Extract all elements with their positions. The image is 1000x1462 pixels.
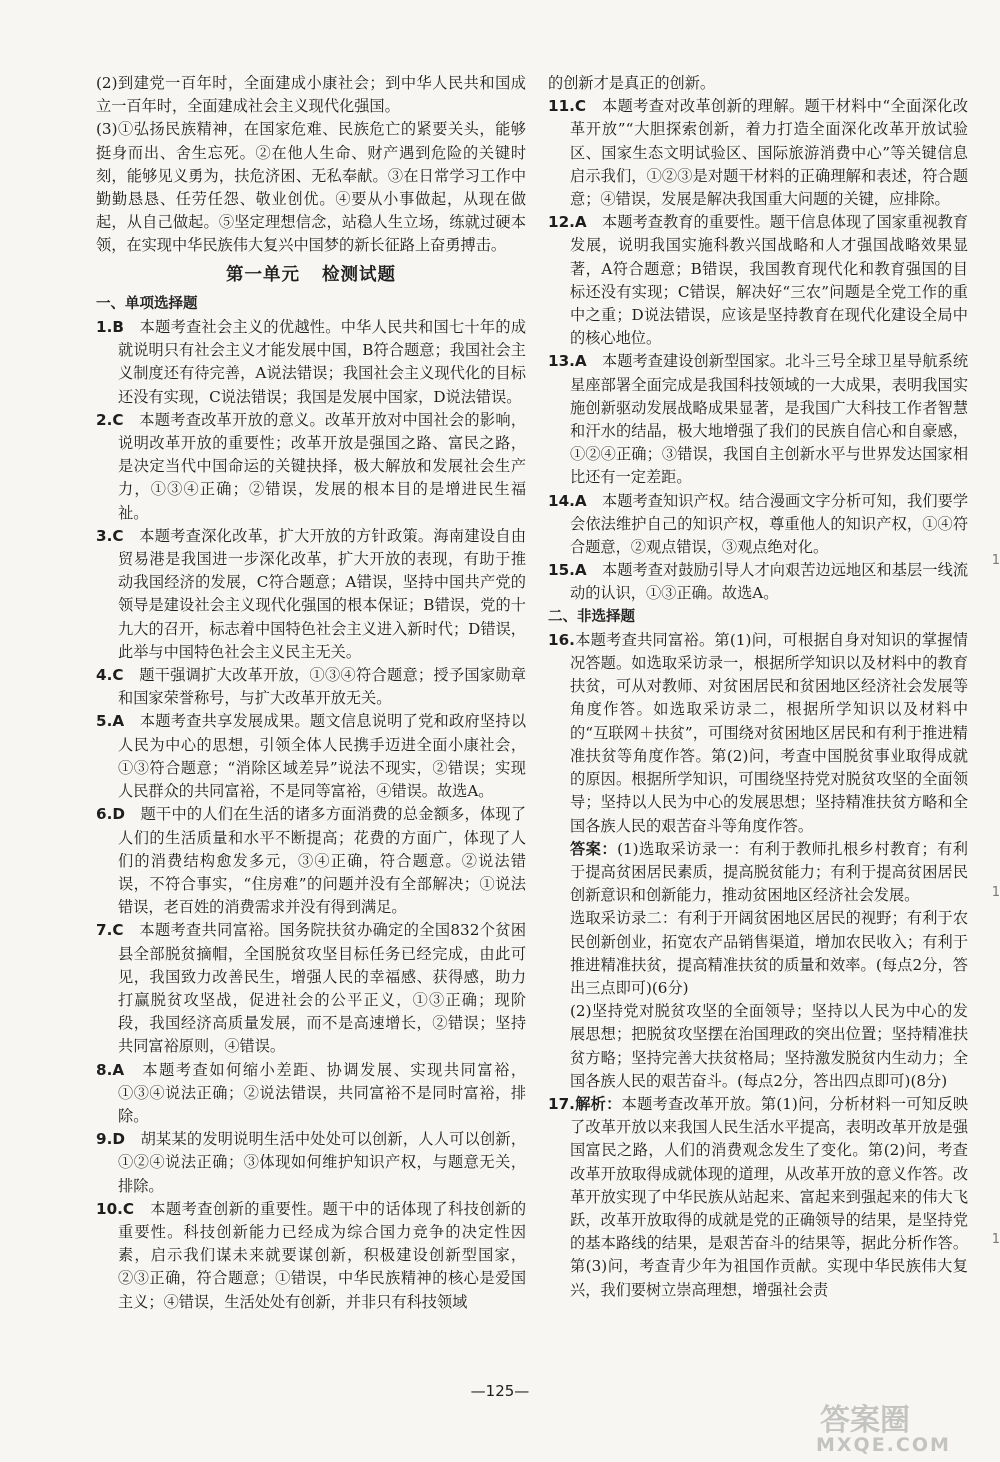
q16-answer-1 xyxy=(548,838,968,908)
answer-number: 14.A xyxy=(548,491,587,510)
answer-item xyxy=(96,919,526,1058)
answer-text: 本题考查创新的重要性。题干中的话体现了科技创新的重要性。科技创新能力已经成为综合国力竞争的决定性因素，启示我们谋未来就要谋创新，积极建设创新型国家，②③正确，符合题意；①错误，中华民族精神的核心是爱国主义；④错误，生活处处有创新，并非只有科技领域 xyxy=(118,1199,527,1311)
answer-text: 本题考查改革开放的意义。改革开放对中国社会的影响，说明改革开放的重要性；改革开放是强国之路、富民之路，是决定当代中国命运的关键抉择，极大解放和发展社会生产力，①③④正确；②错误，发展的根本目的是增进民生福祉。 xyxy=(118,410,527,522)
analysis-label: 解析： xyxy=(574,1094,622,1113)
answer-item xyxy=(96,1059,526,1129)
answer-item xyxy=(96,1128,526,1198)
answer-number: 7.C xyxy=(96,921,124,940)
answer-text: 本题考查共同富裕。第(1)问，可根据自身对知识的掌握情况答题。如选取采访录一，根据所学知识以及材料中的教育扶贫，可从对教师、对贫困居民和贫困地区经济社会发展等角度作答。如选取采访录二，根据所学知识以及材料中的“互联网＋扶贫”，可围绕对贫困地区居民和有利于推进精准扶贫等角度作答。第(2)问，考查中国脱贫事业取得成就的原因。根据所学知识，可围绕坚持党对脱贫攻坚的全面领导；坚持以人民为中心的发展思想；坚持精准扶贫方略和全国各族人民的艰苦奋斗等角度作答。 xyxy=(570,630,968,835)
answer-number: 1.B xyxy=(96,318,124,337)
answer-item xyxy=(96,525,526,664)
q16-analysis xyxy=(548,629,968,838)
answer-number: 8.A xyxy=(96,1060,125,1079)
answer-number: 11.C xyxy=(548,97,587,116)
unit-title xyxy=(96,264,526,287)
watermark-line1: 答案圈 xyxy=(820,1403,910,1438)
unit-title-name: 第一单元 xyxy=(226,264,300,285)
answer-number: 4.C xyxy=(96,666,124,685)
answer-item xyxy=(96,316,526,409)
answer-item xyxy=(96,710,526,803)
answer-text: 本题考查社会主义的优越性。中华人民共和国七十年的成就说明只有社会主义才能发展中国，B符合题意；我国社会主义制度还有待完善，A说法错误；我国社会主义现代化的目标还没有实现，C说法错误；我国是发展中国家，D说法错误。 xyxy=(118,318,527,406)
page-number: —125— xyxy=(470,1382,530,1400)
answer-item xyxy=(96,803,526,919)
answer-number: 12.A xyxy=(548,213,587,232)
answer-number: 10.C xyxy=(96,1199,135,1218)
answer-continuation: 的创新才是真正的创新。 xyxy=(548,74,716,92)
answer-text: 本题考查如何缩小差距、协调发展、实现共同富裕，①③④说法正确；②说法错误，共同富裕不是同时富裕，排除。 xyxy=(118,1060,527,1125)
answer-text: 本题考查改革开放。第(1)问，分析材料一可知反映了改革开放以来我国人民生活水平提高，表明改革开放是强国富民之路，人们的消费观念发生了变化。第(2)问，考查改革开放取得成就体现的道理，从改革开放的意义作答。改革开放实现了中华民族从站起来、富起来到强起来的伟大飞跃，改革开放取得的成就是党的正确领导的结果，是坚持党的基本路线的结果，是艰苦奋斗的结果等，据此分析作答。第(3)问，考查青少年为祖国作贡献。实现中华民族伟大复兴，我们要树立崇高理想，增强社会责 xyxy=(570,1094,969,1299)
answer-text: 本题考查深化改革，扩大开放的方针政策。海南建设自由贸易港是我国进一步深化改革，扩大开放的表现，有助于推动我国经济的发展，C符合题意；A错误，坚持中国共产党的领导是建设社会主义现代化强国的根本保证；B错误，党的十九大的召开，标志着中国特色社会主义进入新时代；D错误，此举与中国特色社会主义民主无关。 xyxy=(118,526,527,661)
answer-text: 本题考查对改革创新的理解。题干材料中“全面深化改革开放”“大胆探索创新，着力打造全面深化改革开放试验区、国家生态文明试验区、国际旅游消费中心”等关键信息启示我们，①②③是对题干材料的正确理解和表述，符合题意；④错误，发展是解决我国重大问题的关键，应排除。 xyxy=(570,97,969,209)
answer-item xyxy=(548,490,968,560)
answer-text: 题干强调扩大改革开放，①③④符合题意；授予国家勋章和国家荣誉称号，与扩大改革开放无关。 xyxy=(118,666,527,708)
edge-mark: 1 xyxy=(991,553,1000,568)
answer-number: 17. xyxy=(548,1094,575,1113)
watermark-line2: MXQE.COM xyxy=(816,1434,951,1454)
answer-number: 3.C xyxy=(96,526,124,545)
answer-item xyxy=(548,350,968,489)
watermark-graphic xyxy=(776,1398,986,1454)
edge-mark: 1 xyxy=(991,885,1000,900)
answer-number: 2.C xyxy=(96,410,124,429)
answer-text: 胡某某的发明说明生活中处处可以创新，人人可以创新，①②④说法正确；③体现如何维护知识产权，与题意无关，排除。 xyxy=(118,1130,527,1195)
answer-item xyxy=(96,1198,526,1314)
answer-label: 答案： xyxy=(570,839,618,858)
q16-answer-3: (2)坚持党对脱贫攻坚的全面领导；坚持以人民为中心的发展思想；把脱贫攻坚摆在治国理政的突出位置；坚持精准扶贫方略；坚持完善大扶贫格局；坚持激发脱贫内生动力；全国各族人民的艰苦奋斗。(每点2分，答出四点即可)(8分) xyxy=(570,1002,968,1090)
q17-analysis xyxy=(548,1093,968,1302)
answer-text: 本题考查共享发展成果。题文信息说明了党和政府坚持以人民为中心的思想，引领全体人民携手迈进全面小康社会，①③符合题意；“消除区域差异”说法不现实，②错误；实现人民群众的共同富裕，不是同等富裕，④错误。故选A。 xyxy=(118,712,527,801)
answer-text: 本题考查知识产权。结合漫画文字分析可知，我们要学会依法维护自己的知识产权，尊重他人的知识产权，①④符合题意，②观点错误，③观点绝对化。 xyxy=(570,491,969,557)
answer-number: 6.D xyxy=(96,805,125,824)
intro-paragraph-3: (3)①弘扬民族精神，在国家危难、民族危亡的紧要关头，能够挺身而出、舍生忘死。②在他人生命、财产遇到危险的关键时刻，能够见义勇为，扶危济困、无私奉献。③在日常学习工作中勤勤恳恳、任劳任怨、敬业创优。④要从小事做起，从现在做起，从自己做起。⑤坚定理想信念，站稳人生立场，练就过硬本领，在实现中华民族伟大复兴中国梦的新长征路上奋勇搏击。 xyxy=(96,120,526,255)
answer-item xyxy=(96,409,526,525)
unit-title-subtitle: 检测试题 xyxy=(322,264,396,285)
answer-text: 本题考查建设创新型国家。北斗三号全球卫星导航系统星座部署全面完成是我国科技领域的一大成果，表明我国实施创新驱动发展战略成果显著，是我国广大科技工作者智慧和汗水的结晶，极大地增强了我们的民族自信心和自豪感，①②④正确；③错误，我国自主创新水平与世界发达国家相比还有一定差距。 xyxy=(570,352,969,487)
answer-number: 5.A xyxy=(96,712,125,731)
answer-number: 16. xyxy=(548,630,575,649)
answer-text: 本题考查教育的重要性。题干信息体现了国家重视教育发展，说明我国实施科教兴国战略和人才强国战略效果显著，A符合题意；B错误，我国教育现代化和教育强国的目标还没有实现；C错误，解决好“三农”问题是全党工作的重中之重；D说法错误，应该是坚持教育在现代化建设全局中的核心地位。 xyxy=(570,213,969,348)
q16-answer-2: 选取采访录二：有利于开阔贫困地区居民的视野；有利于农民创新创业，拓宽农产品销售渠道，增加农民收入；有利于推进精准扶贫，提高精准扶贫的质量和效率。(每点2分，答出三点即可)(6分) xyxy=(570,909,968,997)
intro-paragraph-2: (2)到建党一百年时，全面建成小康社会；到中华人民共和国成立一百年时，全面建成社会主义现代化强国。 xyxy=(96,74,526,116)
section-heading-non-choice: 二、非选择题 xyxy=(548,608,635,625)
answer-item xyxy=(548,559,968,605)
watermark-logo xyxy=(776,1398,986,1454)
answer-text: 本题考查共同富裕。国务院扶贫办确定的全国832个贫困县全部脱贫摘帽，全国脱贫攻坚目标任务已经完成，由此可见，我国致力改善民生，增强人民的幸福感、获得感，助力打赢脱贫攻坚战，促进社会的公平正义，①③正确；现阶段，我国经济高质量发展，而不是高速增长，②错误；坚持共同富裕原则，④错误。 xyxy=(118,921,527,1056)
answer-number: 13.A xyxy=(548,352,587,371)
answer-item xyxy=(548,211,968,350)
answer-item xyxy=(96,664,526,710)
left-column xyxy=(96,72,526,1314)
answer-text: 本题考查对鼓励引导人才向艰苦边远地区和基层一线流动的认识，①③正确。故选A。 xyxy=(570,561,969,603)
answer-text: 题干中的人们在生活的诸多方面消费的总金额多，体现了人们的生活质量和水平不断提高；花费的方面广，体现了人们的消费结构愈发多元，③④正确，符合题意。②说法错误，不符合事实，“住房难”的问题并没有全部解决；①说法错误，老百姓的消费需求并没有得到满足。 xyxy=(118,805,527,917)
answer-number: 9.D xyxy=(96,1130,125,1149)
answer-number: 15.A xyxy=(548,561,587,580)
answer-item xyxy=(548,95,968,211)
edge-mark: 1 xyxy=(991,1232,1000,1247)
answer-text: (1)选取采访录一：有利于教师扎根乡村教育；有利于提高贫困居民素质，提高脱贫能力；有利于提高贫困居民创新意识和创新能力，推动贫困地区经济社会发展。 xyxy=(570,839,968,905)
right-column xyxy=(548,72,968,1302)
section-heading-single-choice: 一、单项选择题 xyxy=(96,295,198,312)
